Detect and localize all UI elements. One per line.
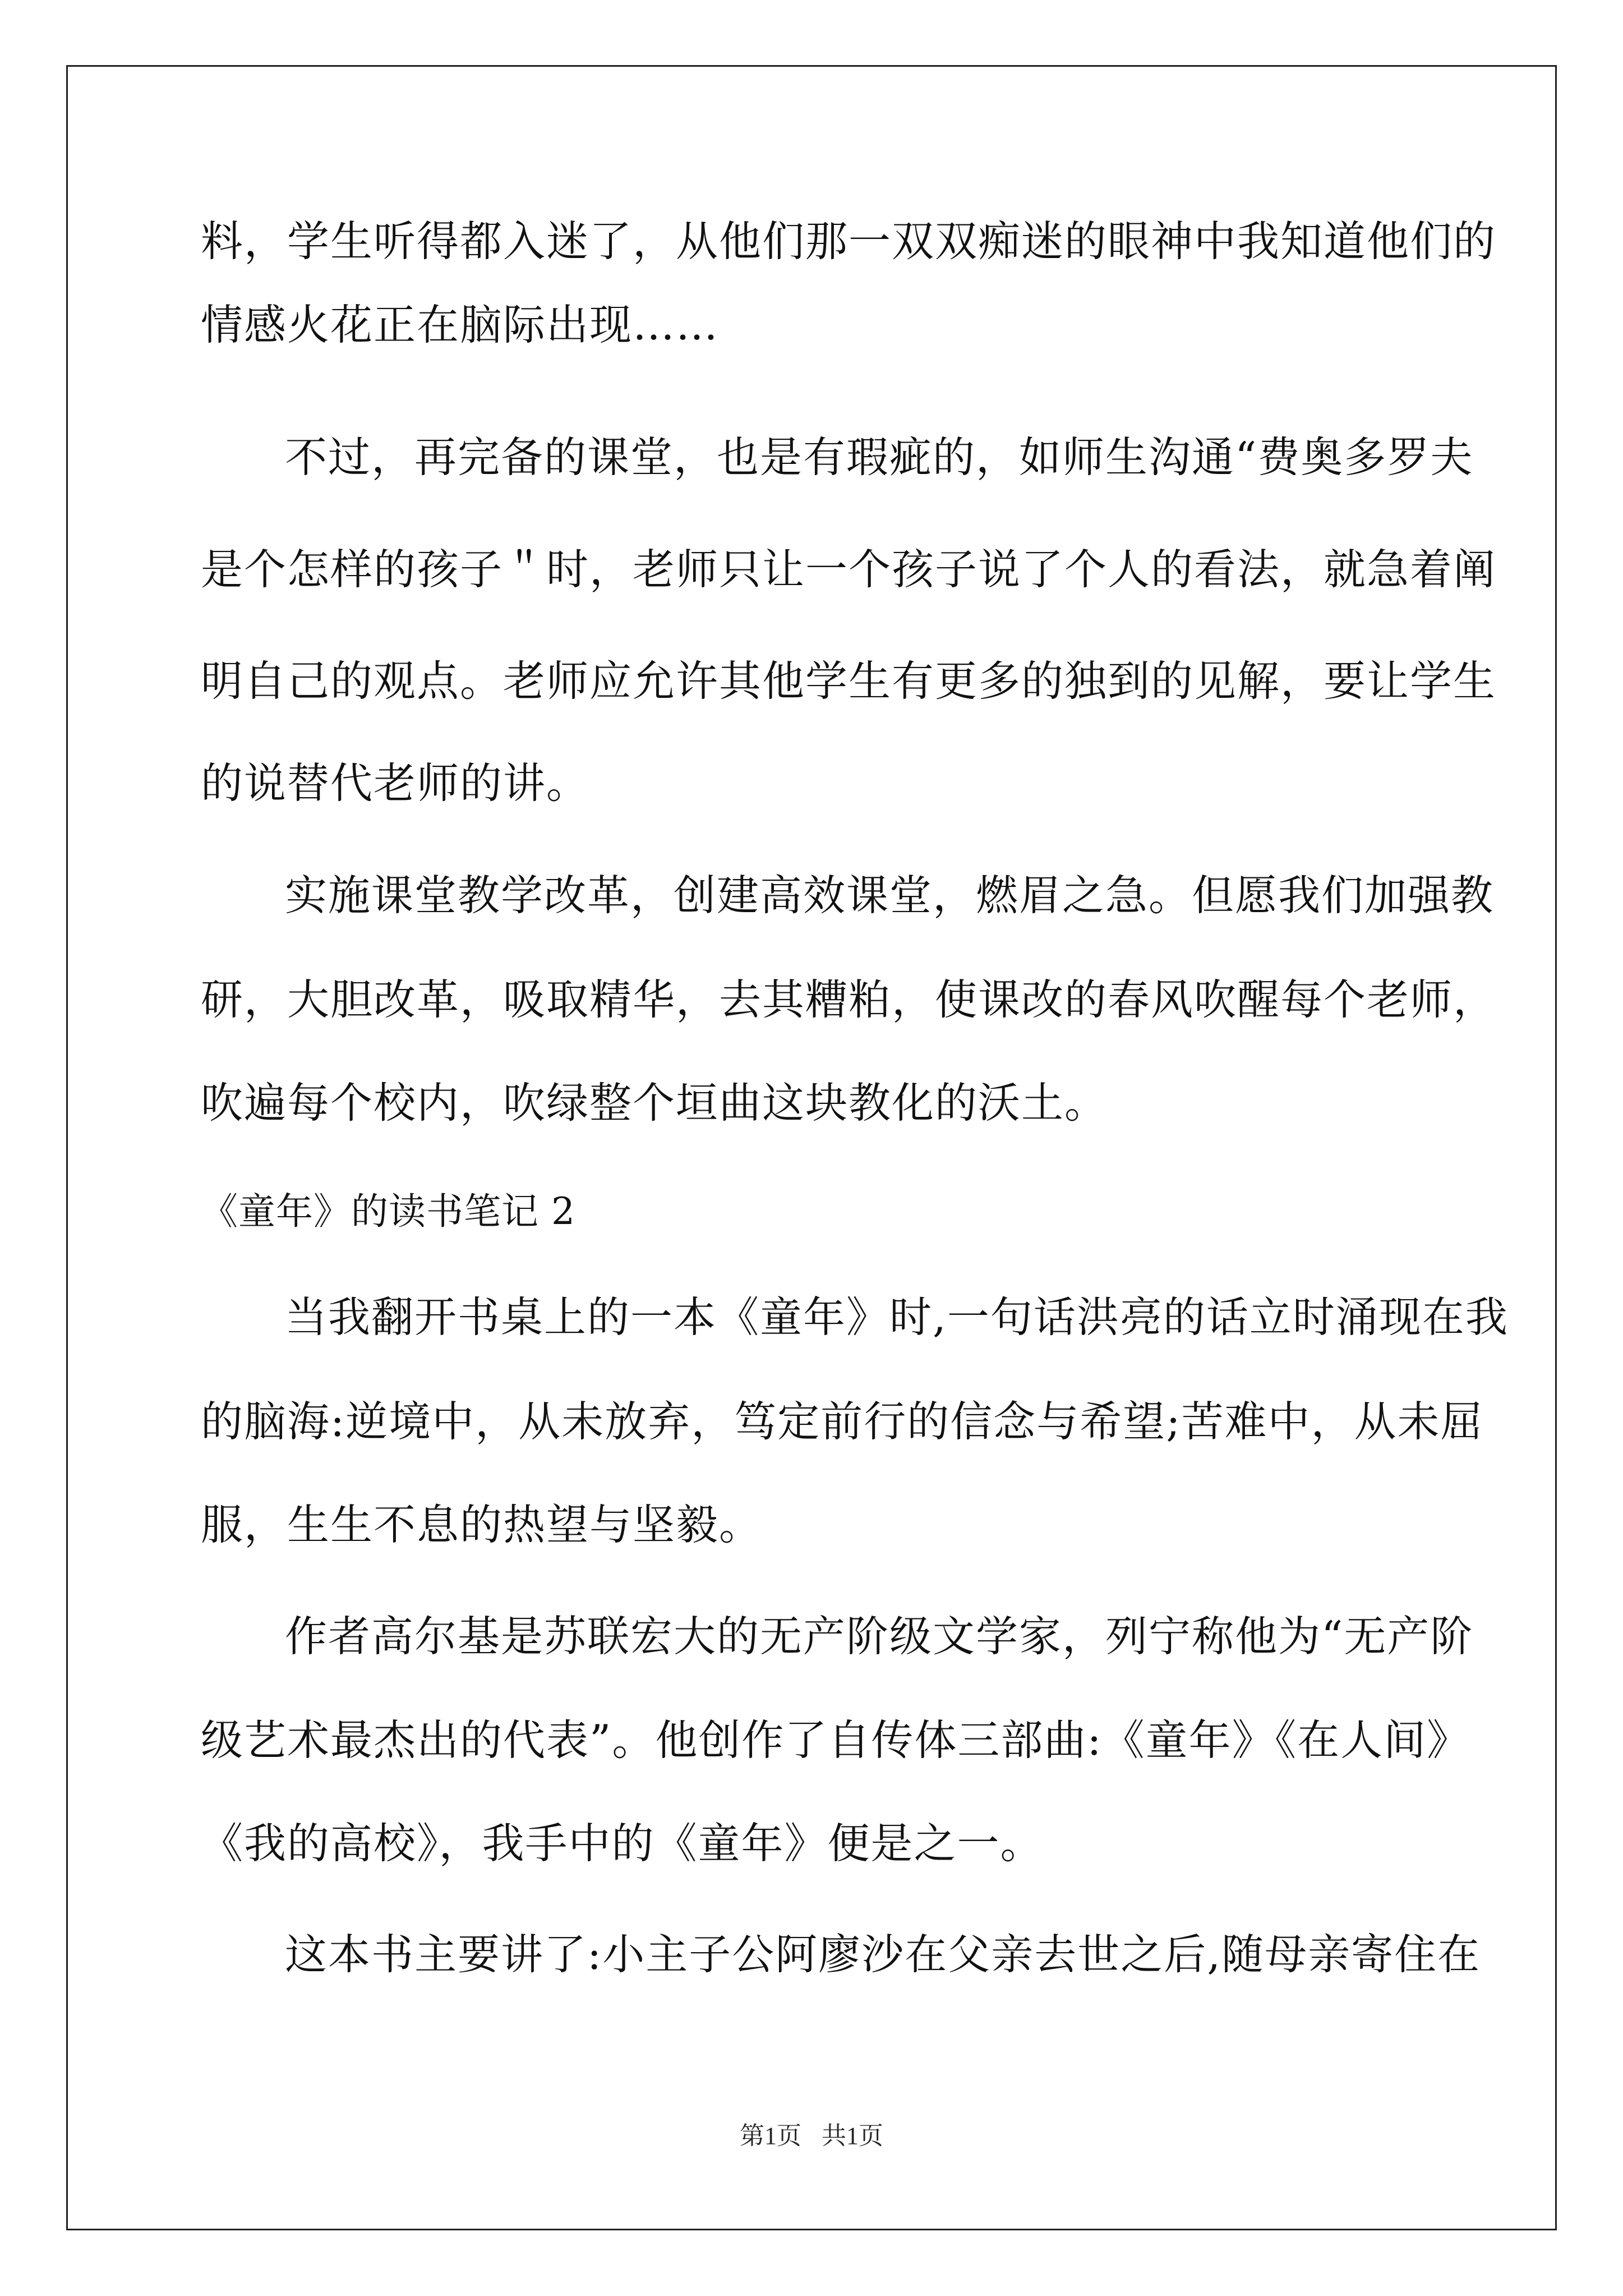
section-heading: 《童年》的读书笔记 2 <box>201 1190 575 1233</box>
paragraph-4-line-3: 服，生生不息的热望与坚毅。 <box>201 1500 763 1549</box>
paragraph-5-line-3: 《我的高校》，我手中的《童年》便是之一。 <box>201 1819 1044 1868</box>
paragraph-6-line-1: 这本书主要讲了:小主子公阿廖沙在父亲去世之后,随母亲寄住在 <box>285 1930 1481 1979</box>
paragraph-3-line-2: 研，大胆改革，吸取精华，去其糟粕，使课改的春风吹醒每个老师， <box>201 975 1497 1024</box>
page-border <box>66 65 1557 2230</box>
page-number: 第1页 <box>740 2122 801 2150</box>
paragraph-5-line-1: 作者高尔基是苏联宏大的无产阶级文学家，列宁称他为“无产阶 <box>285 1612 1474 1661</box>
paragraph-3-line-3: 吹遍每个校内，吹绿整个垣曲这块教化的沃土。 <box>201 1078 1108 1128</box>
paragraph-1-line-1: 料，学生听得都入迷了，从他们那一双双痴迷的眼神中我知道他们的 <box>201 217 1497 266</box>
paragraph-4-line-2: 的脑海:逆境中，从未放弃，笃定前行的信念与希望;苦难中，从未屈 <box>201 1397 1484 1446</box>
page-footer <box>0 2119 1623 2153</box>
page-total: 共1页 <box>822 2122 883 2150</box>
paragraph-3-line-1: 实施课堂教学改革，创建高效课堂，燃眉之急。但愿我们加强教 <box>285 871 1495 920</box>
paragraph-4-line-1: 当我翻开书桌上的一本《童年》时,一句话洪亮的话立时涌现在我 <box>285 1292 1509 1342</box>
paragraph-5-line-2: 级艺术最杰出的代表”。他创作了自传体三部曲:《童年》《在人间》 <box>201 1715 1470 1765</box>
paragraph-2-line-1: 不过，再完备的课堂，也是有瑕疵的，如师生沟通“费奥多罗夫 <box>285 432 1474 482</box>
paragraph-2-line-3: 明自己的观点。老师应允许其他学生有更多的独到的见解，要让学生 <box>201 656 1497 706</box>
paragraph-2-line-4: 的说替代老师的讲。 <box>201 758 590 808</box>
paragraph-2-line-2: 是个怎样的孩子＂时，老师只让一个孩子说了个人的看法，就急着阐 <box>201 545 1497 594</box>
paragraph-1-line-2: 情感火花正在脑际出现…… <box>201 300 720 349</box>
